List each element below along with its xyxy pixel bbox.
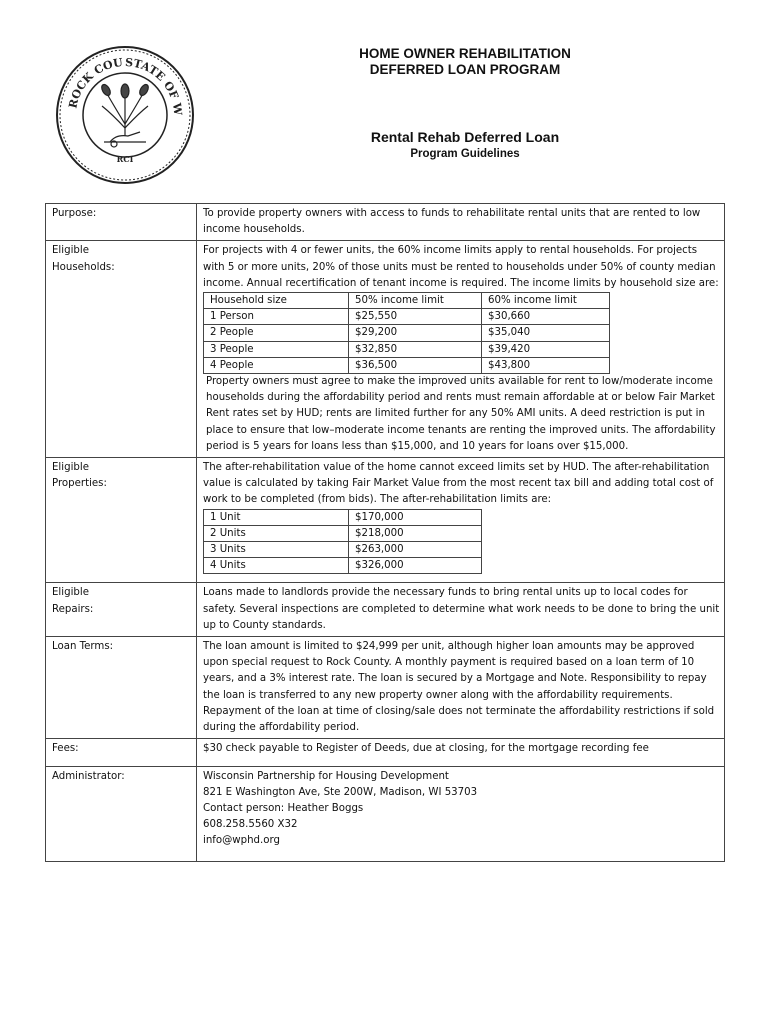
value-cell: 4 Units xyxy=(204,558,349,574)
value-cell: $263,000 xyxy=(349,542,482,558)
income-limits-table xyxy=(203,292,610,374)
table-row xyxy=(204,558,482,574)
value-cell: $218,000 xyxy=(349,525,482,541)
administrator-content xyxy=(197,766,725,861)
table-row xyxy=(204,357,610,373)
households-intro: For projects with 4 or fewer units, the 60% income limits apply to rental households. For projects with 5 or more units, 20% of those units must be rented to households under 50% of county median income. Annual recertification of tenant income is required. The income limits by household size are: xyxy=(203,245,719,289)
subtitle: Rental Rehab Deferred Loan xyxy=(370,129,560,145)
income-cell: 1 Person xyxy=(204,309,349,325)
income-cell: $43,800 xyxy=(482,357,610,373)
income-cell: $35,040 xyxy=(482,325,610,341)
administrator-contact: Contact person: Heather Boggs xyxy=(203,802,364,814)
fees-text: $30 check payable to Register of Deeds, due at closing, for the mortgage recording fee xyxy=(197,739,725,766)
repairs-label-line1: Eligible xyxy=(52,587,89,599)
title-line-1: HOME OWNER REHABILITATION xyxy=(359,46,571,61)
row-fees xyxy=(46,739,725,766)
program-guidelines: Program Guidelines xyxy=(410,148,520,160)
table-row xyxy=(204,309,610,325)
loan-terms-text: The loan amount is limited to $24,999 per unit, although higher loan amounts may be approved upon special request to Rock County. A monthly payment is required based on a loan term of 10 years, and a 3% interest rate. The loan is secured by a Mortgage and Note. Responsibility to repay the loan is transferred to any new property owner along with the affordability requirements. Repayment of the loan at time of closing/sale does not terminate the affordability restrictions if sold during the affordability period. xyxy=(197,637,725,739)
administrator-address: 821 E Washington Ave, Ste 200W, Madison, WI 53703 xyxy=(203,786,478,798)
administrator-label: Administrator: xyxy=(46,766,197,861)
repairs-text: Loans made to landlords provide the necessary funds to bring rental units up to local codes for safety. Several inspections are completed to determine what work needs to be done to bring the unit up to County standards. xyxy=(197,583,725,637)
administrator-phone: 608.258.5560 X32 xyxy=(203,819,298,831)
income-header-cell: Household size xyxy=(204,293,349,309)
county-seal xyxy=(54,44,196,186)
row-properties xyxy=(46,458,725,583)
table-row xyxy=(204,325,610,341)
value-cell: $326,000 xyxy=(349,558,482,574)
income-cell: $30,660 xyxy=(482,309,610,325)
row-loan-terms xyxy=(46,637,725,739)
households-label-line1: Eligible xyxy=(52,245,89,257)
row-households xyxy=(46,241,725,458)
seal-text-top: ROCK COU xyxy=(66,55,124,110)
value-cell: $170,000 xyxy=(349,509,482,525)
properties-intro: The after-rehabilitation value of the home cannot exceed limits set by HUD. The after-rehabilitation value is calculated by taking Fair Market Value from the most recent tax bill and adding total cost of work to be completed (from bids). The after-rehabilitation limits are: xyxy=(203,462,714,506)
fees-label: Fees: xyxy=(46,739,197,766)
income-cell: $32,850 xyxy=(349,341,482,357)
title-line-2: DEFERRED LOAN PROGRAM xyxy=(369,62,561,77)
wheat-sheaf-icon xyxy=(100,83,150,147)
income-cell: $25,550 xyxy=(349,309,482,325)
income-table-header xyxy=(204,293,610,309)
repairs-label xyxy=(46,583,197,637)
administrator-org: Wisconsin Partnership for Housing Development xyxy=(203,770,449,782)
households-label-line2: Households: xyxy=(52,261,115,273)
loan-terms-label: Loan Terms: xyxy=(46,637,197,739)
properties-content xyxy=(197,458,725,583)
income-cell: 3 People xyxy=(204,341,349,357)
seal-graphic xyxy=(54,44,196,186)
income-cell: 4 People xyxy=(204,357,349,373)
table-row xyxy=(204,509,482,525)
households-label xyxy=(46,241,197,458)
row-repairs xyxy=(46,583,725,637)
document-subtitle xyxy=(290,128,640,162)
value-cell: 2 Units xyxy=(204,525,349,541)
value-limits-table xyxy=(203,509,482,575)
income-header-cell: 60% income limit xyxy=(482,293,610,309)
households-content xyxy=(197,241,725,458)
seal-text-right: STATE OF W xyxy=(124,55,185,117)
table-row xyxy=(204,341,610,357)
document-title xyxy=(290,46,640,78)
table-row xyxy=(204,525,482,541)
purpose-text: To provide property owners with access to funds to rehabilitate rental units that are rented to low income households. xyxy=(197,204,725,241)
purpose-label: Purpose: xyxy=(46,204,197,241)
administrator-email[interactable]: info@wphd.org xyxy=(203,835,280,847)
income-cell: 2 People xyxy=(204,325,349,341)
properties-label-line2: Properties: xyxy=(52,478,107,490)
income-cell: $36,500 xyxy=(349,357,482,373)
properties-label xyxy=(46,458,197,583)
households-affordability: Property owners must agree to make the improved units available for rent to low/moderate income households during the affordability period and rents must remain affordable at or below Fair Market Rent rates set by HUD; rents are limited further for any 50% AMI units. A deed restriction is put in place to ensure that low–moderate income tenants are renting the improved units. The affordability period is 5 years for loans less than $15,000, and 10 years for loans over $15,000. xyxy=(206,376,716,452)
row-purpose xyxy=(46,204,725,241)
seal-initials: RCI xyxy=(116,154,134,164)
guidelines-table xyxy=(45,203,725,862)
income-cell: $29,200 xyxy=(349,325,482,341)
value-cell: 1 Unit xyxy=(204,509,349,525)
table-row xyxy=(204,542,482,558)
properties-label-line1: Eligible xyxy=(52,462,89,474)
value-cell: 3 Units xyxy=(204,542,349,558)
income-header-cell: 50% income limit xyxy=(349,293,482,309)
income-cell: $39,420 xyxy=(482,341,610,357)
row-administrator xyxy=(46,766,725,861)
repairs-label-line2: Repairs: xyxy=(52,603,94,615)
